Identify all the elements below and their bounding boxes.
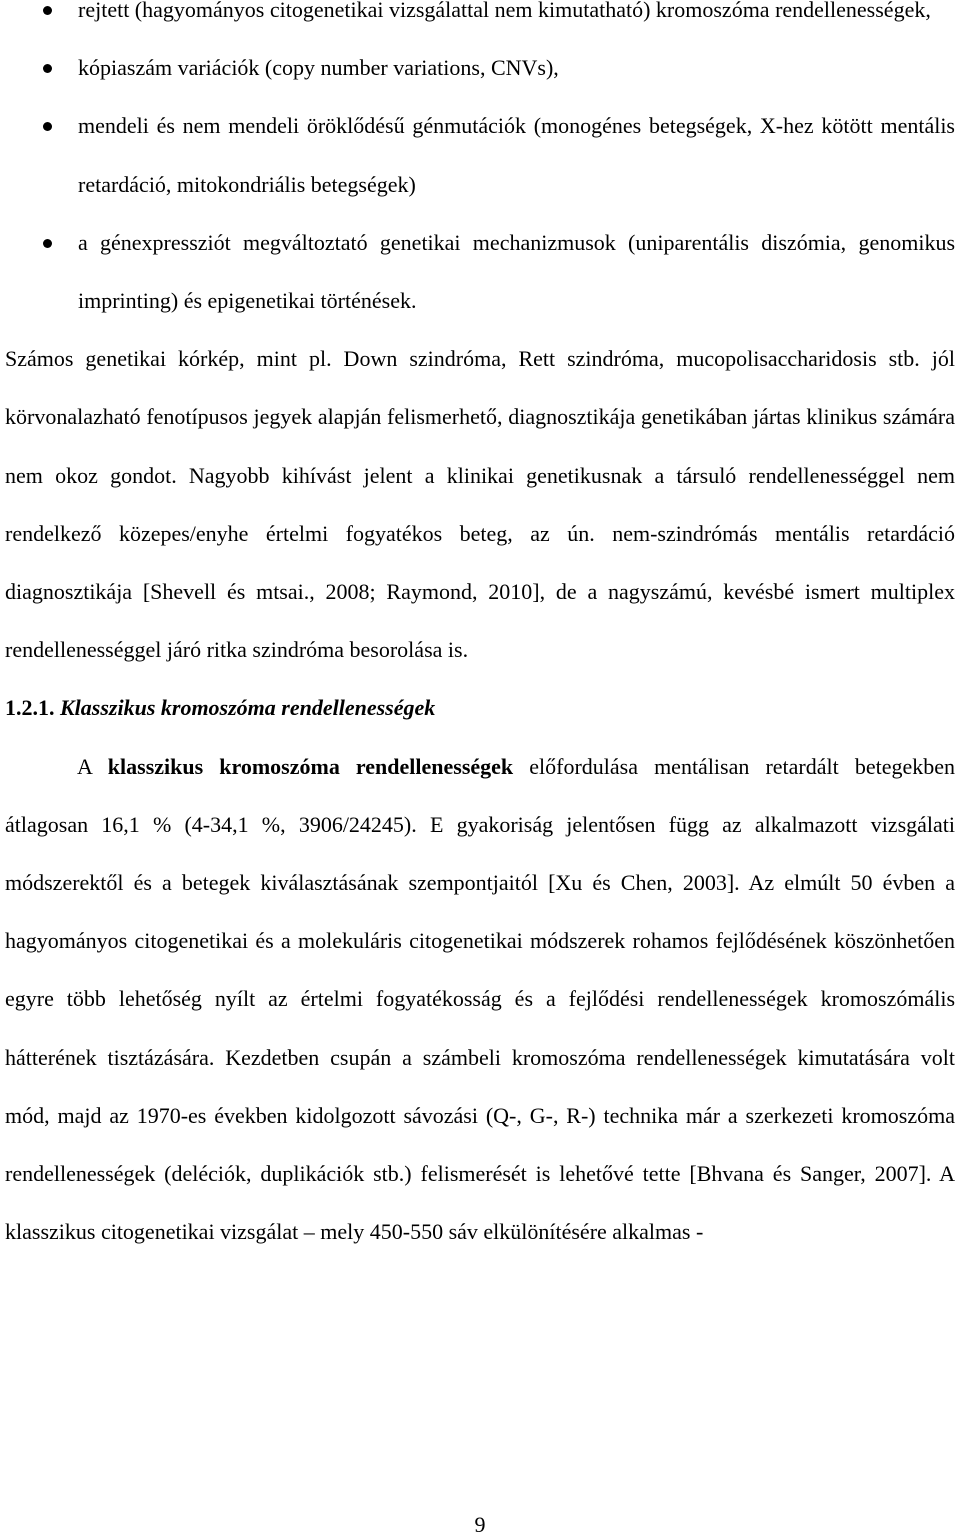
bullet-item-gene-expression-mechanisms <box>5 214 955 330</box>
section-number: 1.2.1. <box>5 695 55 721</box>
section-title: Klasszikus kromoszóma rendellenességek <box>60 695 436 721</box>
bullet-dot-icon <box>43 6 52 15</box>
bullet-text: kópiaszám variációk (copy number variations, CNVs), <box>78 55 559 81</box>
bullet-item-gene-mutations <box>5 97 955 213</box>
bullet-text: a génexpressziót megváltoztató genetikai mechanizmusok (uniparentális diszómia, genomikus imprinting) és epigenetikai történések. <box>78 229 955 314</box>
bullet-dot-icon <box>43 64 52 73</box>
body-paragraph-classic-abnormalities <box>5 738 955 1262</box>
section-heading <box>5 679 955 737</box>
page-content <box>5 0 955 1261</box>
bullet-text: rejtett (hagyományos citogenetikai vizsgálattal nem kimutatható) kromoszóma rendellenességek, <box>78 0 931 22</box>
bullet-text: mendeli és nem mendeli öröklődésű génmutációk (monogénes betegségek, X-hez kötött mentális retardáció, mitokondriális betegségek) <box>78 113 955 197</box>
page-number: 9 <box>474 1512 486 1537</box>
paragraph-text: előfordulása mentálisan retardált betegekben átlagosan 16,1 % (4-34,1 %, 3906/24245). E gyakoriság jelentősen függ az alkalmazott vizsgálati módszerektől és a betegek kiválasztásának szempontjaitól [Xu és Chen, 2003]. Az elmúlt 50 évben a hagyományos citogenetikai és a molekuláris citogenetikai módszerek rohamos fejlődésének köszönhetően egyre több lehetőség nyílt az értelmi fogyatékosság és a fejlődési rendellenességek kromoszómális hátterének tisztázására. Kezdetben csupán a számbeli kromoszóma rendellenességek kimutatására volt mód, majd az 1970-es években kidolgozott sávozási (Q-, G-, R-) technika már a szerkezeti kromoszóma rendellenességek (deléciók, duplikációk stb.) felismerését is lehetővé tette [Bhvana és Sanger, 2007]. A klasszikus citogenetikai vizsgálat – mely 450-550 sáv elkülönítésére alkalmas - <box>5 753 955 1245</box>
bullet-item-copy-number-variations <box>5 39 955 97</box>
bullet-list <box>5 0 955 330</box>
bullet-dot-icon <box>43 122 52 131</box>
bullet-item-hidden-chromosome-abnormalities <box>5 0 955 39</box>
paragraph-lead: A <box>77 753 92 779</box>
bold-term: klasszikus kromoszóma rendellenességek <box>107 753 514 779</box>
bullet-dot-icon <box>43 239 52 248</box>
body-paragraph-syndromes: Számos genetikai kórkép, mint pl. Down szindróma, Rett szindróma, mucopolisaccharidosis stb. jól körvonalazható fenotípusos jegyek alapján felismerhető, diagnosztikája genetikában jártas klinikus számára nem okoz gondot. Nagyobb kihívást jelent a klinikai genetikusnak a társuló rendellenességgel nem rendelkező közepes/enyhe értelmi fogyatékos beteg, az ún. nem-szindrómás mentális retardáció diagnosztikája [Shevell és mtsai., 2008; Raymond, 2010], de a nagyszámú, kevésbé ismert multiplex rendellenességgel járó ritka szindróma besorolása is. <box>5 346 955 663</box>
